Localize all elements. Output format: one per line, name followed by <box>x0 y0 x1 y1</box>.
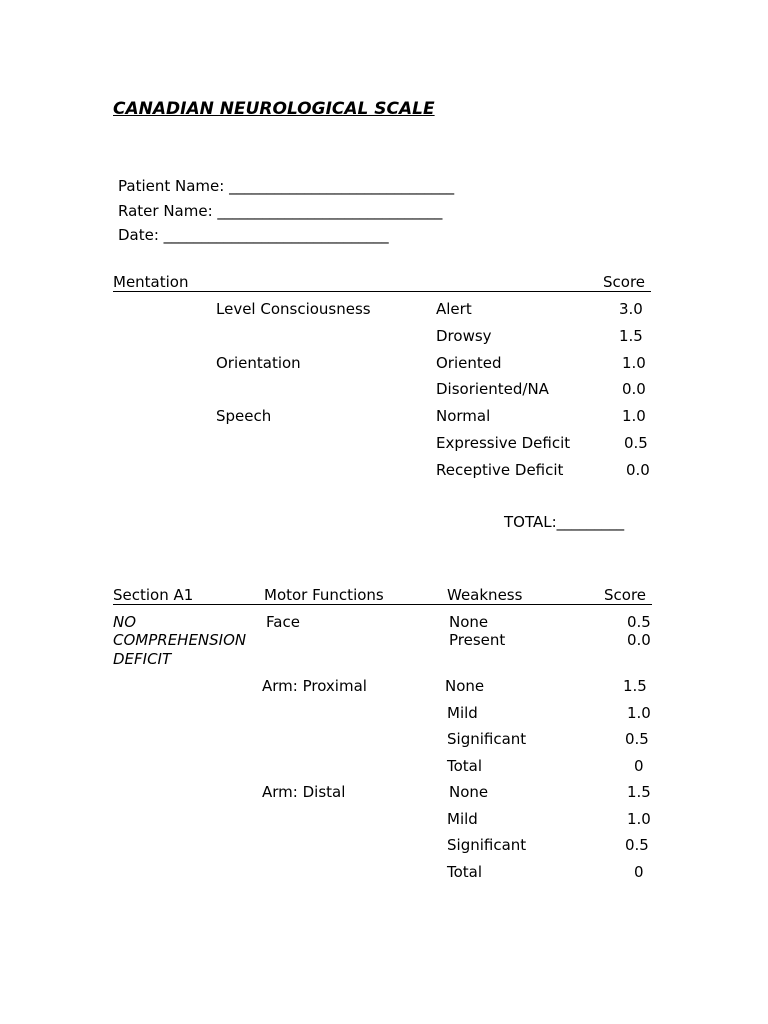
section-a1-score-heading: Score <box>604 586 647 604</box>
arm-proximal-option: Significant <box>447 730 527 748</box>
arm-proximal-score: 0 <box>634 757 644 775</box>
arm-distal-score: 1.0 <box>627 810 651 828</box>
face-option: Present <box>449 631 506 649</box>
mentation-heading: Mentation <box>113 273 189 291</box>
arm-distal-label: Arm: Distal <box>262 783 346 801</box>
mentation-item: Level Consciousness <box>216 300 371 318</box>
arm-proximal-score: 1.5 <box>623 677 647 695</box>
mentation-total: TOTAL:_________ <box>504 513 625 531</box>
arm-proximal-option: None <box>445 677 485 695</box>
mentation-heading-rule <box>113 291 651 292</box>
face-score: 0.0 <box>627 631 651 649</box>
arm-proximal-option: Total <box>447 757 483 775</box>
mentation-score-heading: Score <box>603 273 646 291</box>
arm-distal-option: Mild <box>447 810 478 828</box>
rater-name-field: Rater Name: ______________________________ <box>118 202 443 220</box>
document-title: CANADIAN NEUROLOGICAL SCALE <box>113 99 435 119</box>
arm-distal-score: 0 <box>634 863 644 881</box>
mentation-item: Speech <box>216 407 272 425</box>
section-a1-heading: Section A1 <box>113 586 194 604</box>
arm-distal-score: 1.5 <box>627 783 651 801</box>
mentation-option: Disoriented/NA <box>436 380 549 398</box>
arm-proximal-score: 0.5 <box>625 730 649 748</box>
arm-proximal-option: Mild <box>447 704 478 722</box>
section-a1-heading-rule <box>113 604 652 605</box>
mentation-item: Orientation <box>216 354 301 372</box>
mentation-score: 1.0 <box>622 407 646 425</box>
mentation-option: Oriented <box>436 354 502 372</box>
arm-proximal-score: 1.0 <box>627 704 651 722</box>
arm-distal-option: Significant <box>447 836 527 854</box>
arm-distal-option: None <box>449 783 489 801</box>
mentation-score: 0.5 <box>624 434 648 452</box>
mentation-score: 1.5 <box>619 327 643 345</box>
mentation-option: Expressive Deficit <box>436 434 571 452</box>
weakness-heading: Weakness <box>447 586 523 604</box>
patient-name-field: Patient Name: ______________________________ <box>118 177 455 195</box>
mentation-option: Drowsy <box>436 327 492 345</box>
condition-label: COMPREHENSION <box>113 631 247 649</box>
mentation-score: 0.0 <box>622 380 646 398</box>
mentation-score: 3.0 <box>619 300 643 318</box>
arm-distal-option: Total <box>447 863 483 881</box>
date-field: Date: ______________________________ <box>118 226 389 244</box>
mentation-score: 0.0 <box>626 461 650 479</box>
mentation-score: 1.0 <box>622 354 646 372</box>
face-label: Face <box>266 613 300 631</box>
condition-label: DEFICIT <box>113 650 172 668</box>
mentation-option: Alert <box>436 300 472 318</box>
condition-label: NO <box>113 613 137 631</box>
face-option: None <box>449 613 489 631</box>
mentation-option: Receptive Deficit <box>436 461 564 479</box>
mentation-option: Normal <box>436 407 491 425</box>
arm-proximal-label: Arm: Proximal <box>262 677 367 695</box>
arm-distal-score: 0.5 <box>625 836 649 854</box>
face-score: 0.5 <box>627 613 651 631</box>
motor-functions-heading: Motor Functions <box>264 586 384 604</box>
